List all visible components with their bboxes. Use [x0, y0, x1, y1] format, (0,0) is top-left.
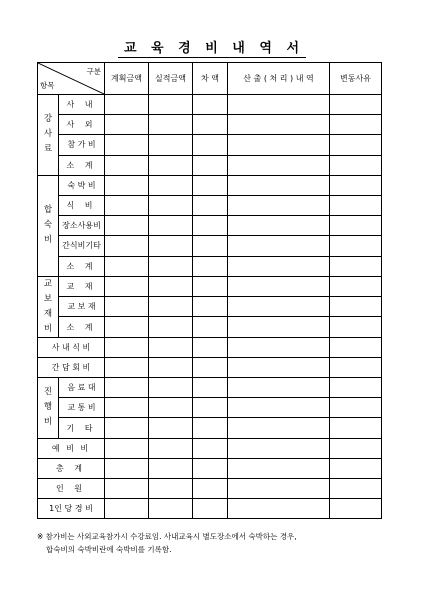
col-header-difference: 차 액 [193, 63, 228, 95]
row-label: 간 담 회 비 [38, 357, 105, 377]
row-label: 간식비기타 [59, 236, 105, 256]
col-header-planned: 계획금액 [105, 63, 149, 95]
table-row [38, 337, 382, 357]
table-row [38, 297, 382, 317]
row-label: 1인 당 경 비 [38, 499, 105, 519]
table-row [38, 479, 382, 499]
group-label-travel: 진 행 비 [38, 378, 59, 439]
table-row [38, 317, 382, 337]
table-row [38, 135, 382, 155]
table-row [38, 195, 382, 215]
table-row [38, 499, 382, 519]
row-label: 교 보 재 [59, 297, 105, 317]
group-label-instructor: 강 사 료 [38, 95, 59, 176]
table-row [38, 378, 382, 398]
table-row [38, 357, 382, 377]
row-label: 소 계 [59, 155, 105, 175]
table-row [38, 458, 382, 478]
document-title: 교 육 경 비 내 역 서 [0, 37, 424, 56]
corner-label-category: 구분 [86, 67, 101, 76]
row-label: 음 료 대 [59, 378, 105, 398]
col-header-calculation: 산 출 ( 처 리 ) 내 역 [228, 63, 330, 95]
col-header-change-reason: 변동사유 [330, 63, 382, 95]
table-row [38, 256, 382, 276]
row-label: 사 내 식 비 [38, 337, 105, 357]
table-row [38, 398, 382, 418]
table-row [38, 418, 382, 438]
group-label-materials: 교 보 재 비 [38, 276, 59, 337]
row-label: 총 계 [38, 458, 105, 478]
table-row [38, 155, 382, 175]
row-label: 참 가 비 [59, 135, 105, 155]
row-label: 장소사용비 [59, 216, 105, 236]
table-row [38, 216, 382, 236]
row-label: 소 계 [59, 256, 105, 276]
row-label: 식 비 [59, 195, 105, 215]
table-row [38, 175, 382, 195]
footnote [37, 530, 297, 556]
col-header-actual: 실적금액 [149, 63, 193, 95]
header-row [38, 63, 382, 95]
row-label: 교 통 비 [59, 398, 105, 418]
row-label: 인 원 [38, 479, 105, 499]
table-row [38, 115, 382, 135]
row-label: 숙 박 비 [59, 175, 105, 195]
table-row [38, 276, 382, 296]
footnote-line: ※ 참가비는 사외교육참가시 수강료임. 사내교육시 별도장소에서 숙박하는 경우, [37, 532, 297, 541]
expense-table [37, 62, 382, 519]
row-label: 소 계 [59, 317, 105, 337]
footnote-line: 합숙비의 숙박비란에 숙박비를 기록함. [46, 545, 172, 554]
row-label: 기 타 [59, 418, 105, 438]
row-label: 예 비 비 [38, 438, 105, 458]
table-row [38, 236, 382, 256]
row-label: 교 재 [59, 276, 105, 296]
row-label: 사 외 [59, 115, 105, 135]
row-label: 사 내 [59, 95, 105, 115]
table-row [38, 95, 382, 115]
corner-label-item: 항목 [40, 81, 55, 90]
header-corner-cell [38, 63, 105, 95]
group-label-lodging: 합 숙 비 [38, 175, 59, 276]
table-row [38, 438, 382, 458]
